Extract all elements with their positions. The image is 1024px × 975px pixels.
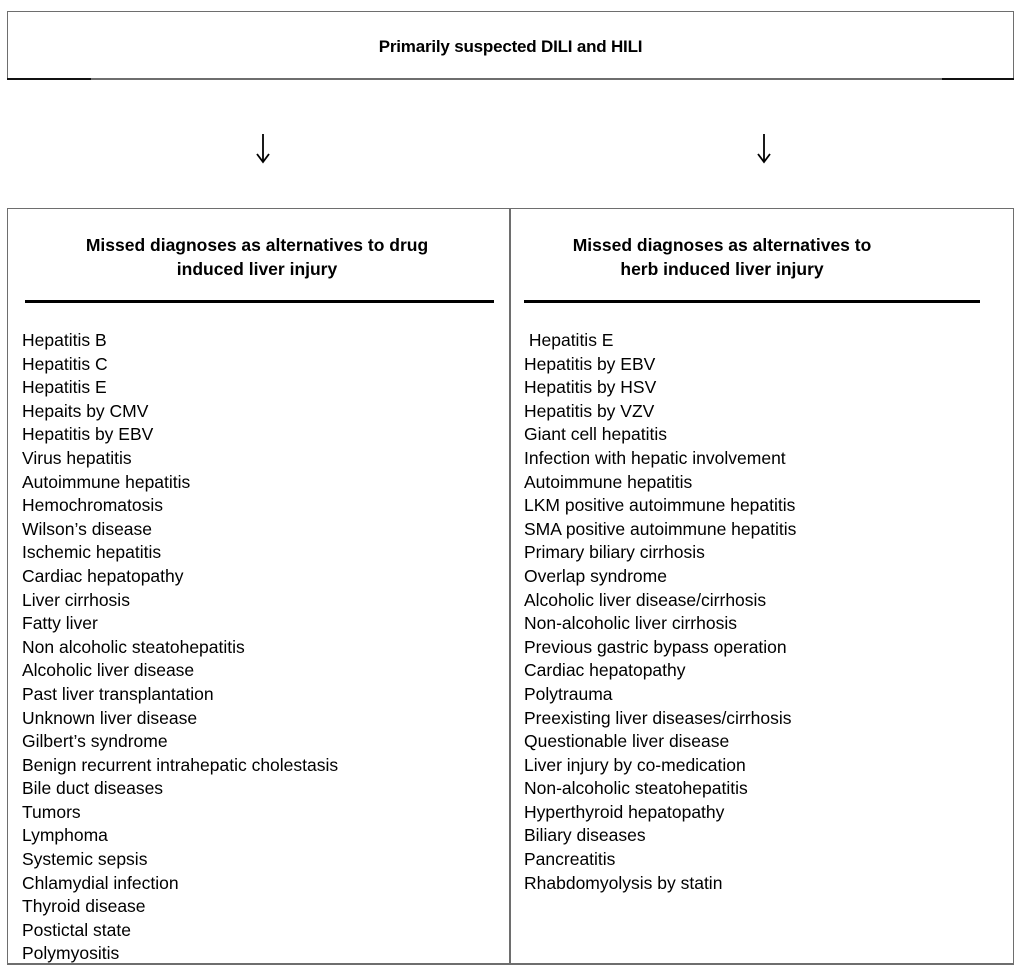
list-item: Hepatitis E	[524, 330, 614, 350]
list-item: Hepaits by CMV	[22, 400, 149, 421]
list-item: Hepatitis B	[22, 330, 107, 350]
herb-heading-line-2: herb induced liver injury	[620, 259, 824, 279]
list-item: Cardiac hepatopathy	[22, 565, 184, 586]
list-item: Infection with hepatic involvement	[524, 447, 786, 468]
list-item: Fatty liver	[22, 613, 98, 634]
list-item: Autoimmune hepatitis	[22, 471, 191, 492]
list-item: Systemic sepsis	[22, 849, 148, 870]
drug-induced-column	[8, 209, 511, 963]
list-item: Hepatitis by HSV	[524, 377, 657, 398]
drug-column-heading	[18, 233, 496, 281]
drug-heading-line-2: induced liver injury	[176, 259, 338, 279]
heading-divider	[524, 300, 980, 303]
list-item: Alcoholic liver disease/cirrhosis	[524, 589, 767, 610]
list-item: Wilson’s disease	[22, 518, 153, 539]
list-item: Polytrauma	[524, 683, 613, 704]
list-item: Benign recurrent intrahepatic cholestasis	[22, 754, 339, 775]
list-item: Rhabdomyolysis by statin	[524, 872, 723, 893]
herb-induced-column	[511, 209, 1013, 963]
list-item: Chlamydial infection	[22, 872, 179, 893]
list-item: Previous gastric bypass operation	[524, 636, 787, 657]
top-box-title: Primarily suspected DILI and HILI	[378, 37, 643, 56]
list-item: Postictal state	[22, 919, 131, 940]
list-item: Polymyositis	[22, 943, 120, 964]
list-item: Hepatitis by EBV	[524, 353, 656, 374]
list-item: Alcoholic liver disease	[22, 660, 195, 681]
missed-diagnoses-table	[7, 208, 1014, 965]
list-item: Overlap syndrome	[524, 565, 667, 586]
list-item: Biliary diseases	[524, 825, 646, 846]
drug-heading-line-1: Missed diagnoses as alternatives to drug	[85, 235, 429, 255]
list-item: Non-alcoholic steatohepatitis	[524, 778, 748, 799]
list-item: Hepatitis E	[22, 377, 107, 398]
herb-column-heading	[513, 233, 931, 281]
list-item: Giant cell hepatitis	[524, 424, 667, 445]
list-item: Questionable liver disease	[524, 731, 730, 752]
down-arrow-icon	[248, 132, 278, 164]
list-item: Gilbert’s syndrome	[22, 731, 168, 752]
list-item: Preexisting liver diseases/cirrhosis	[524, 707, 792, 728]
drug-diagnoses-list	[22, 329, 338, 966]
list-item: Liver injury by co-medication	[524, 754, 746, 775]
list-item: Autoimmune hepatitis	[524, 471, 693, 492]
herb-heading-line-1: Missed diagnoses as alternatives to	[572, 235, 872, 255]
list-item: Hepatitis C	[22, 353, 108, 374]
list-item: Hepatitis by EBV	[22, 424, 154, 445]
list-item: SMA positive autoimmune hepatitis	[524, 518, 797, 539]
list-item: Unknown liver disease	[22, 707, 198, 728]
list-item: Tumors	[22, 801, 81, 822]
herb-diagnoses-list	[524, 329, 796, 895]
list-item: Hemochromatosis	[22, 495, 164, 516]
list-item: Primary biliary cirrhosis	[524, 542, 705, 563]
list-item: Liver cirrhosis	[22, 589, 130, 610]
list-item: Thyroid disease	[22, 896, 146, 917]
list-item: Non alcoholic steatohepatitis	[22, 636, 245, 657]
list-item: Pancreatitis	[524, 849, 616, 870]
list-item: Virus hepatitis	[22, 447, 132, 468]
list-item: Hepatitis by VZV	[524, 400, 655, 421]
list-item: LKM positive autoimmune hepatitis	[524, 495, 796, 516]
down-arrow-icon	[749, 132, 779, 164]
box-edge-accent-right	[942, 78, 1014, 80]
box-edge-accent-left	[7, 78, 91, 80]
heading-divider	[25, 300, 494, 303]
list-item: Past liver transplantation	[22, 683, 214, 704]
list-item: Hyperthyroid hepatopathy	[524, 801, 725, 822]
list-item: Cardiac hepatopathy	[524, 660, 686, 681]
list-item: Non-alcoholic liver cirrhosis	[524, 613, 737, 634]
list-item: Ischemic hepatitis	[22, 542, 162, 563]
suspected-dili-hili-box	[7, 11, 1014, 80]
list-item: Lymphoma	[22, 825, 108, 846]
list-item: Bile duct diseases	[22, 778, 164, 799]
